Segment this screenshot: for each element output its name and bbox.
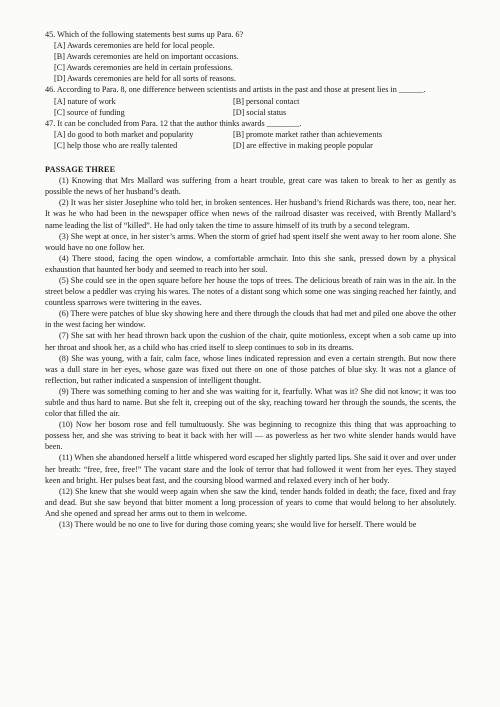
option-d: [D] are effective in making people popular (233, 140, 373, 150)
option-b: [B] promote market rather than achievements (233, 129, 382, 139)
option-row (45, 96, 456, 107)
paragraph-4: (4) There stood, facing the open window, a comfortable armchair. Into this she sank, pressed down by a physical exhaustion that haunted her body and seemed to reach into her soul. (45, 253, 456, 274)
paragraph-1: (1) Knowing that Mrs Mallard was suffering from a heart trouble, great care was taken to break to her as gently as possible the news of her husband’s death. (45, 176, 456, 197)
paragraph-6: (6) There were patches of blue sky showing here and there through the clouds that had met and piled one above the other in the west facing her window. (45, 309, 456, 330)
option-d: [D] Awards ceremonies are held for all sorts of reasons. (54, 74, 237, 84)
paragraph-9: (9) There was something coming to her and she was waiting for it, fearfully. What was it? She did not know; it was too subtle and thus hard to name. But she felt it, creeping out of the sky, reaching toward her through the sounds, the scents, the color that filled the air. (45, 386, 456, 419)
option-d: [D] social status (233, 107, 287, 117)
paragraph-2: (2) It was her sister Josephine who told her, in broken sentences. Her husband’s friend Richards was there, too, near her. It was he who had been in the newspaper office when news of the railroad disaster was received, with Brently Mallard’s name leading the list of “killed”. He had only taken the time to assure himself of its truth by a second telegram. (45, 198, 456, 230)
passage-title: PASSAGE THREE (45, 165, 116, 175)
question-45 (45, 29, 456, 84)
option-c: [C] source of funding (54, 107, 125, 117)
paragraph-12: (12) She knew that she would weep again when she saw the kind, tender hands folded in death; the face, fixed and fray and dead. But she saw beyond that bitter moment a long procession of years to come that would belong to her absolutely. And she opened and spread her arms out to them in welcome. (45, 486, 456, 518)
question-stem: 47. It can be concluded from Para. 12 that the author thinks awards ________. (45, 118, 302, 128)
option-c: [C] Awards ceremonies are held in certain professions. (54, 63, 233, 73)
question-stem: 46. According to Para. 8, one difference between scientists and artists in the past and those at present lies in ______. (45, 85, 426, 95)
paragraph-10: (10) Now her bosom rose and fell tumultuously. She was beginning to recognize this thing that was approaching to possess her, and she was striving to beat it back with her will — as powerless as her two white slender hands would have been. (45, 420, 456, 452)
option-b: [B] Awards ceremonies are held on important occasions. (54, 52, 239, 62)
paragraph-5: (5) She could see in the open square before her house the tops of trees. The delicious breath of rain was in the air. In the street below a peddler was crying his wares. The notes of a distant song which some one was singing reached her faintly, and countless sparrows were twittering in the eaves. (45, 275, 456, 308)
option-row (45, 107, 456, 118)
option-row (45, 140, 456, 151)
question-46 (45, 84, 456, 117)
option-a: [A] do good to both market and popularity (54, 129, 194, 139)
paragraph-13: (13) There would be no one to live for during those coming years; she would live for herself. There would be (59, 520, 417, 530)
paragraph-3: (3) She wept at once, in her sister’s arms. When the storm of grief had spent itself she went away to her room alone. She would have no one follow her. (45, 231, 456, 252)
question-stem: 45. Which of the following statements best sums up Para. 6? (45, 30, 244, 39)
option-c: [C] help those who are really talented (54, 140, 178, 150)
option-b: [B] personal contact (233, 96, 300, 106)
option-a: [A] Awards ceremonies are held for local people. (54, 41, 215, 51)
option-a: [A] nature of work (54, 96, 116, 106)
paragraph-8: (8) She was young, with a fair, calm face, whose lines indicated repression and even a certain strength. But now there was a dull stare in her eyes, whose gaze was fixed out there on one of those patches of blue sky. It was not a glance of reflection, but rather indicated a suspension of intelligent thought. (45, 353, 456, 385)
paragraph-7: (7) She sat with her head thrown back upon the cushion of the chair, quite motionless, except when a sob came up into her throat and shook her, as a child who has cried itself to sleep continues to sob in its dreams. (45, 331, 456, 352)
paragraph-11: (11) When she abandoned herself a little whispered word escaped her slightly parted lips. She said it over and over under her breath: “free, free, free!” The vacant stare and the look of terror that had followed it went from her eyes. They stayed keen and bright. Her pulses beat fast, and the coursing blood warmed and relaxed every inch of her body. (45, 453, 456, 485)
passage-body (45, 175, 456, 530)
question-47 (45, 118, 456, 151)
option-row (45, 129, 456, 140)
